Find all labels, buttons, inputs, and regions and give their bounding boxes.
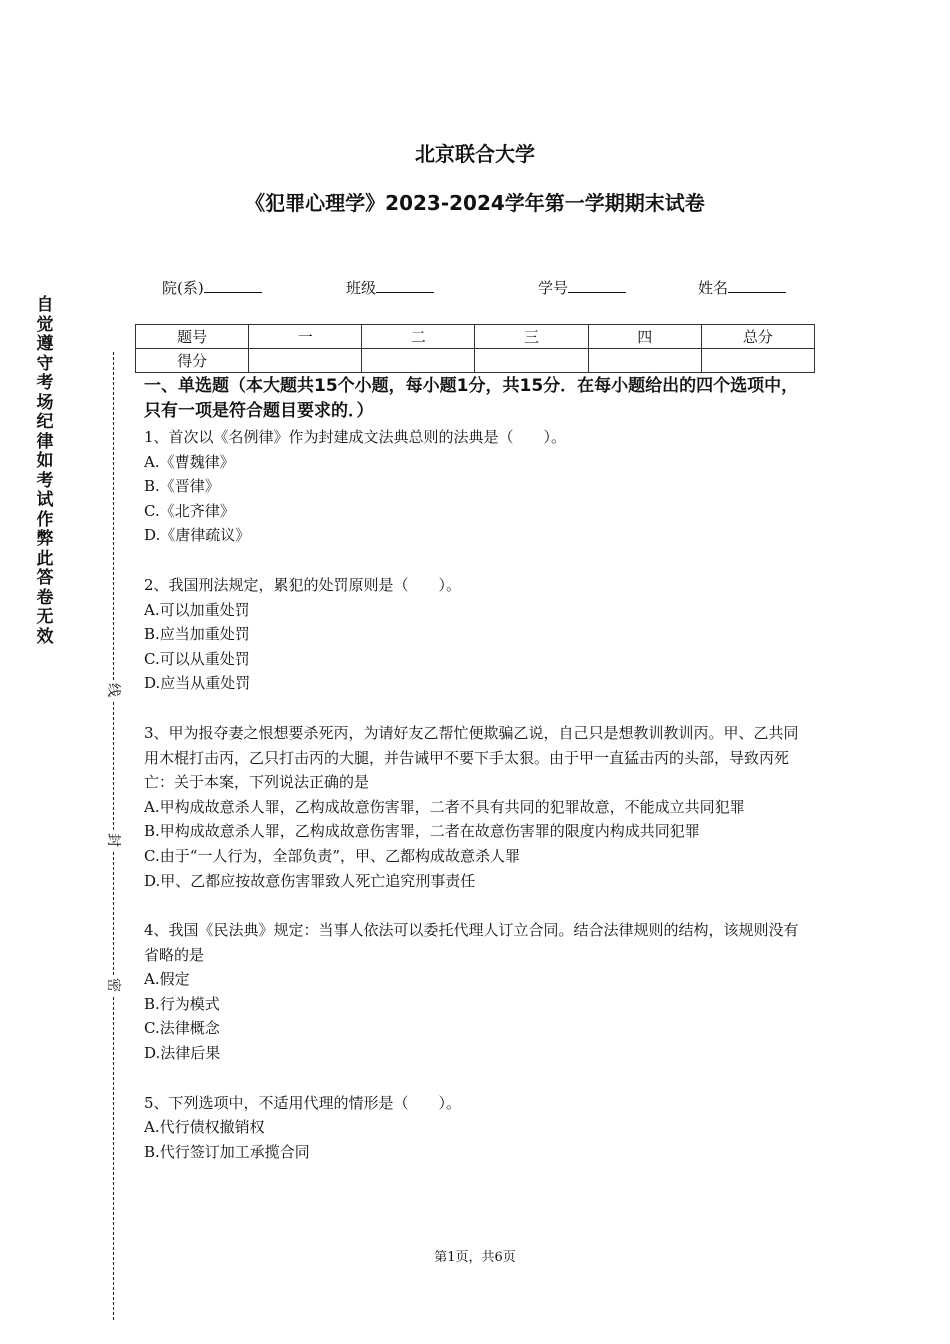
student-info-row xyxy=(0,276,950,300)
option: D.应当从重处罚 xyxy=(144,674,251,693)
option: C.由于“一人行为，全部负责”，甲、乙都构成故意杀人罪 xyxy=(144,846,521,865)
dept-field[interactable] xyxy=(162,276,262,298)
score-table-header-cell: 一 xyxy=(249,325,362,349)
option: A.代行债权撤销权 xyxy=(144,1118,265,1137)
question xyxy=(144,573,808,696)
score-table-score-row xyxy=(136,349,815,373)
score-cell[interactable] xyxy=(475,349,588,373)
option: A.《曹魏律》 xyxy=(144,452,235,471)
score-cell[interactable] xyxy=(249,349,362,373)
option: C.可以从重处罚 xyxy=(144,649,250,668)
question xyxy=(144,1091,808,1165)
score-cell[interactable] xyxy=(588,349,701,373)
option: B.应当加重处罚 xyxy=(144,625,250,644)
score-table-header-cell: 三 xyxy=(475,325,588,349)
question xyxy=(144,425,808,548)
question-stem: 3、甲为报夺妻之恨想要杀死丙，为请好友乙帮忙便欺骗乙说，自己只是想教训教训丙。甲、乙共同用木棍打击丙，乙只打击丙的大腿，并告诫甲不要下手太狠。由于甲一直猛击丙的头部，导致丙死亡：关于本案，下列说法正确的是 xyxy=(144,723,799,792)
student-id-label: 学号 xyxy=(538,279,569,297)
cut-mark-secret: 密 xyxy=(104,975,124,995)
score-table-header-row xyxy=(136,325,815,349)
university-title: 北京联合大学 xyxy=(415,142,535,166)
score-table-header-cell: 二 xyxy=(362,325,475,349)
option: B.行为模式 xyxy=(144,994,220,1013)
score-table-header-cell: 题号 xyxy=(136,325,249,349)
page-number-footer: 第1页，共6页 xyxy=(434,1250,516,1265)
score-cell[interactable] xyxy=(362,349,475,373)
question-stem: 2、我国刑法规定，累犯的处罚原则是（ ）。 xyxy=(144,575,462,594)
score-table-header-cell: 总分 xyxy=(701,325,814,349)
class-blank[interactable] xyxy=(376,276,434,293)
option: D.甲、乙都应按故意伤害罪致人死亡追究刑事责任 xyxy=(144,871,476,890)
score-table-header-cell: 四 xyxy=(588,325,701,349)
option: D.《唐律疏议》 xyxy=(144,526,251,545)
section-heading: 一、单选题（本大题共15个小题，每小题1分，共15分．在每小题给出的四个选项中，只有一项是符合题目要求的．） xyxy=(144,376,799,421)
name-field[interactable] xyxy=(698,276,786,298)
score-row-label: 得分 xyxy=(136,349,249,373)
option: A.甲构成故意杀人罪，乙构成故意伤害罪，二者不具有共同的犯罪故意，不能成立共同犯罪 xyxy=(144,797,745,816)
score-table xyxy=(135,324,815,373)
option: C.《北齐律》 xyxy=(144,501,235,520)
student-id-field[interactable] xyxy=(538,276,626,298)
exam-title: 《犯罪心理学》2023-2024学年第一学期期末试卷 xyxy=(245,191,705,215)
option: B.甲构成故意杀人罪，乙构成故意伤害罪，二者在故意伤害罪的限度内构成共同犯罪 xyxy=(144,822,700,841)
option: C.法律概念 xyxy=(144,1019,220,1038)
exam-discipline-notice: 自觉遵守考场纪律如考试作弊此答卷无效 xyxy=(36,295,54,647)
cut-mark-seal: 封 xyxy=(104,830,124,850)
student-id-blank[interactable] xyxy=(568,276,626,293)
question-stem: 1、首次以《名例律》作为封建成文法典总则的法典是（ ）。 xyxy=(144,428,567,446)
dept-blank[interactable] xyxy=(204,276,262,293)
option: B.代行签订加工承揽合同 xyxy=(144,1142,310,1161)
name-blank[interactable] xyxy=(728,276,786,293)
question-stem: 4、我国《民法典》规定：当事人依法可以委托代理人订立合同。结合法律规则的结构，该规则没有省略的是 xyxy=(144,921,799,964)
option: A.假定 xyxy=(144,970,190,989)
option: B.《晋律》 xyxy=(144,477,220,496)
option: D.法律后果 xyxy=(144,1044,221,1063)
class-label: 班级 xyxy=(346,279,377,297)
name-label: 姓名 xyxy=(698,279,729,297)
question xyxy=(144,918,808,1066)
cut-mark-line: 线 xyxy=(104,680,124,700)
exam-content xyxy=(144,374,808,1164)
score-cell[interactable] xyxy=(701,349,814,373)
option: A.可以加重处罚 xyxy=(144,600,250,619)
question xyxy=(144,721,808,893)
dept-label: 院(系) xyxy=(162,279,204,297)
class-field[interactable] xyxy=(346,276,434,298)
question-stem: 5、下列选项中，不适用代理的情形是（ ）。 xyxy=(144,1093,462,1112)
